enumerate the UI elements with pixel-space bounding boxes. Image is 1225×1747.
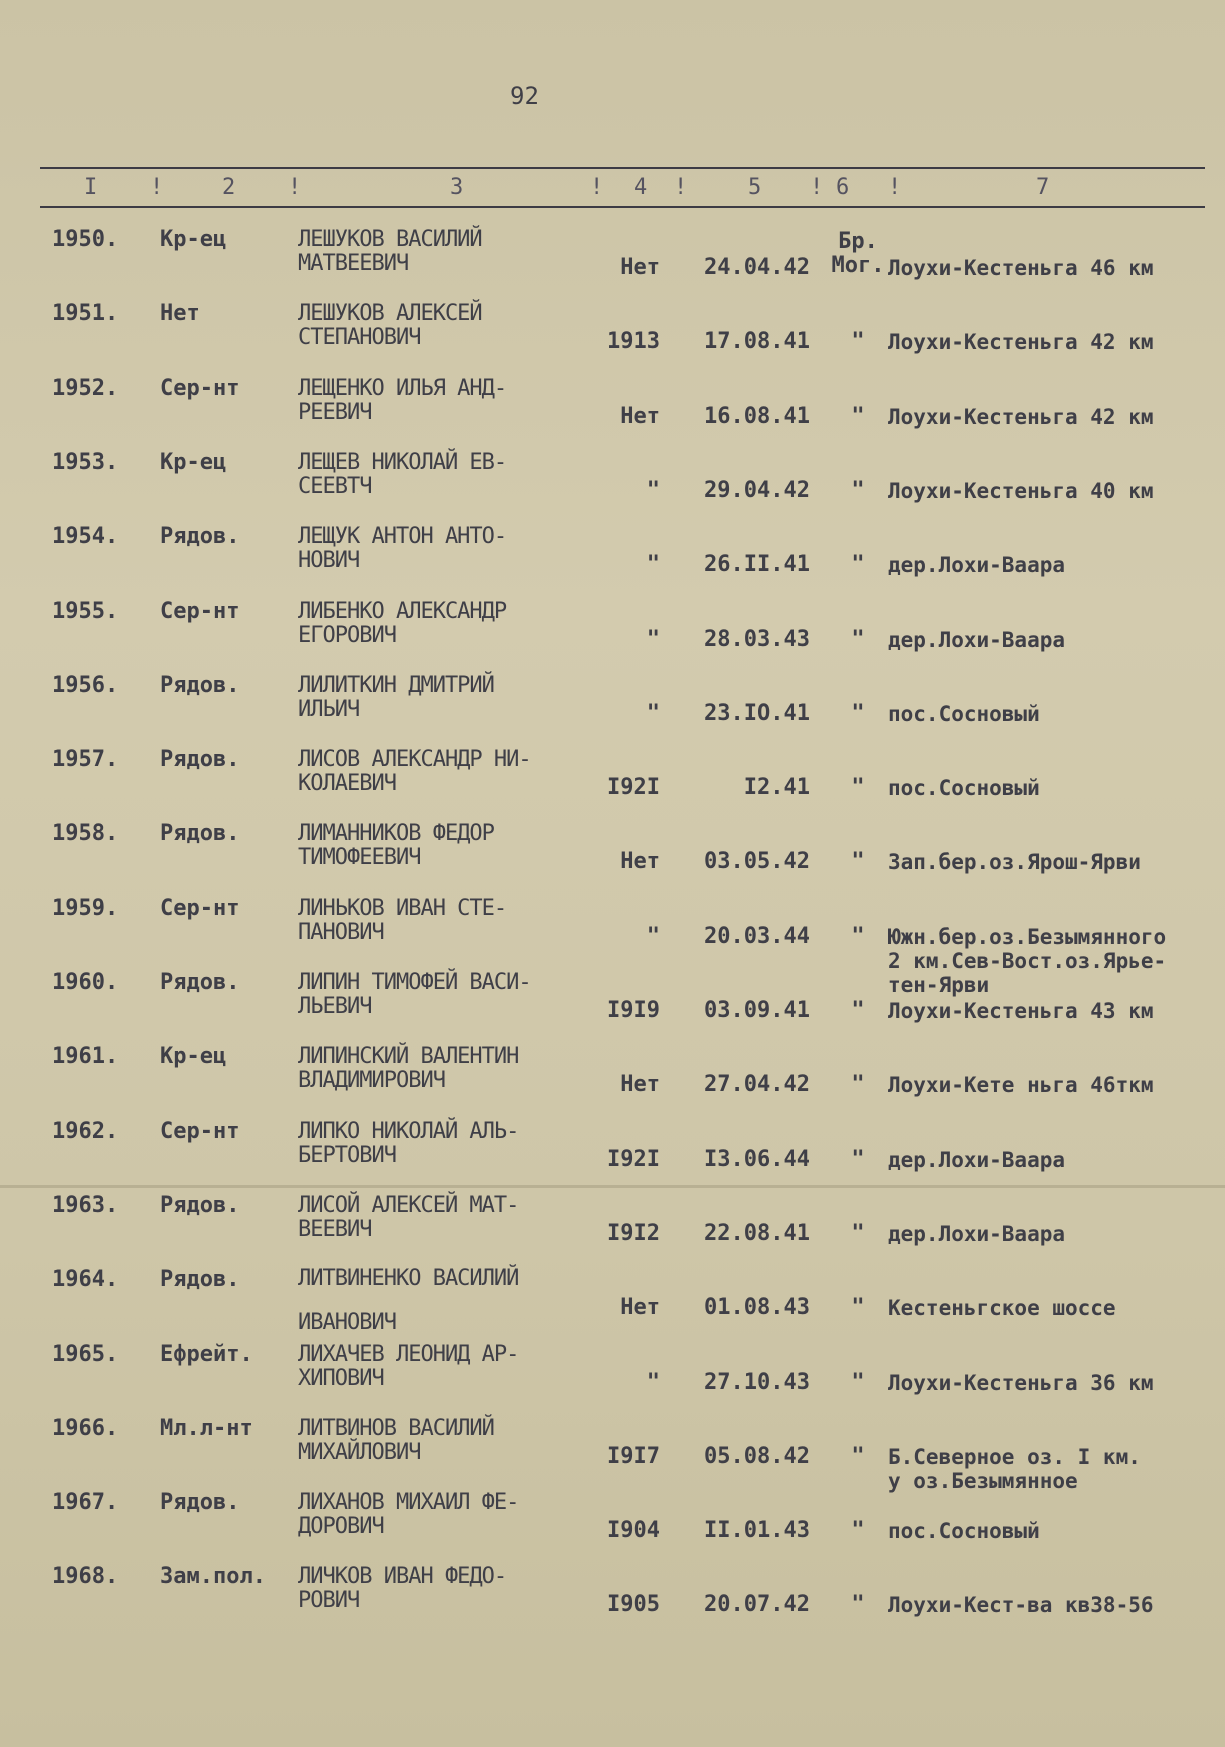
burial-place: Лоухи-Кестеньга 43 км	[888, 999, 1154, 1023]
death-date: 26.II.41	[704, 552, 810, 577]
birth-year: Нет	[620, 849, 660, 874]
full-name: ЛЕЩУК АНТОН АНТО- НОВИЧ	[298, 524, 507, 573]
military-rank: Рядов.	[160, 821, 240, 846]
military-rank: Кр-ец	[160, 227, 227, 252]
death-date: 23.IO.41	[704, 701, 810, 726]
record-number: 1955.	[52, 599, 119, 624]
table-row	[0, 1045, 1225, 1115]
full-name: ЛЕШУКОВ АЛЕКСЕЙ СТЕПАНОВИЧ	[298, 301, 482, 350]
header-col-4: 4	[634, 175, 648, 200]
burial-type: "	[851, 775, 865, 800]
record-number: 1957.	[52, 747, 119, 772]
burial-type: "	[851, 627, 865, 652]
burial-place: Лоухи-Кест-ва кв38-56	[888, 1593, 1154, 1617]
full-name: ЛИПИН ТИМОФЕЙ ВАСИ- ЛЬЕВИЧ	[298, 970, 531, 1019]
table-row	[0, 822, 1225, 892]
burial-type: "	[851, 1221, 865, 1246]
burial-place: пос.Сосновый	[888, 1519, 1040, 1543]
birth-year: Нет	[620, 404, 660, 429]
burial-place: Лоухи-Кете ньга 46ткм	[888, 1073, 1154, 1097]
death-date: 24.04.42	[704, 255, 810, 280]
birth-year: Нет	[620, 255, 660, 280]
burial-place: Южн.бер.оз.Безымянного 2 км.Сев-Вост.оз.Ярье- тен-Ярви	[888, 925, 1167, 997]
record-number: 1967.	[52, 1490, 119, 1515]
header-col-2: 2	[222, 175, 236, 200]
full-name: ЛИХАЧЕВ ЛЕОНИД АР- ХИПОВИЧ	[298, 1342, 519, 1391]
military-rank: Рядов.	[160, 747, 240, 772]
burial-type: "	[851, 552, 865, 577]
full-name: ЛИТВИНЕНКО ВАСИЛИЙ ИВАНОВИЧ	[298, 1266, 519, 1335]
military-rank: Рядов.	[160, 673, 240, 698]
burial-type: "	[851, 1592, 865, 1617]
birth-year: I9I9	[607, 998, 660, 1023]
record-number: 1951.	[52, 301, 119, 326]
record-number: 1968.	[52, 1564, 119, 1589]
burial-type: "	[851, 1444, 865, 1469]
header-separator: !	[674, 175, 688, 200]
full-name: ЛИПКО НИКОЛАЙ АЛЬ- БЕРТОВИЧ	[298, 1119, 519, 1168]
table-row	[0, 1565, 1225, 1635]
birth-year: "	[646, 701, 660, 726]
military-rank: Зам.пол.	[160, 1564, 266, 1589]
table-row	[0, 377, 1225, 447]
full-name: ЛИХАНОВ МИХАИЛ ФЕ- ДОРОВИЧ	[298, 1490, 519, 1539]
death-date: 03.09.41	[704, 998, 810, 1023]
record-number: 1963.	[52, 1193, 119, 1218]
full-name: ЛЕЩЕНКО ИЛЬЯ АНД- РЕЕВИЧ	[298, 376, 507, 425]
burial-place: пос.Сосновый	[888, 702, 1040, 726]
death-date: 27.10.43	[704, 1370, 810, 1395]
table-row	[0, 451, 1225, 521]
full-name: ЛЕЩЕВ НИКОЛАЙ ЕВ- СЕЕВТЧ	[298, 450, 507, 499]
table-row	[0, 600, 1225, 670]
burial-place: дер.Лохи-Ваара	[888, 628, 1066, 652]
military-rank: Рядов.	[160, 970, 240, 995]
military-rank: Сер-нт	[160, 376, 240, 401]
record-number: 1961.	[52, 1044, 119, 1069]
table-row	[0, 1120, 1225, 1190]
death-date: 28.03.43	[704, 627, 810, 652]
burial-type: "	[851, 849, 865, 874]
header-col-6: 6	[836, 175, 850, 200]
record-number: 1956.	[52, 673, 119, 698]
birth-year: Нет	[620, 1295, 660, 1320]
birth-year: "	[646, 627, 660, 652]
burial-type: "	[851, 1518, 865, 1543]
birth-year: I904	[607, 1518, 660, 1543]
record-number: 1964.	[52, 1267, 119, 1292]
birth-year: "	[646, 552, 660, 577]
record-number: 1962.	[52, 1119, 119, 1144]
full-name: ЛИМАННИКОВ ФЕДОР ТИМОФЕЕВИЧ	[298, 821, 494, 870]
burial-place: Лоухи-Кестеньга 42 км	[888, 405, 1154, 429]
birth-year: I92I	[607, 775, 660, 800]
table-row	[0, 1491, 1225, 1561]
table-header	[0, 175, 1225, 205]
full-name: ЛИЛИТКИН ДМИТРИЙ ИЛЬИЧ	[298, 673, 494, 722]
military-rank: Нет	[160, 301, 200, 326]
record-number: 1959.	[52, 896, 119, 921]
burial-type: "	[851, 998, 865, 1023]
birth-year: I9I7	[607, 1444, 660, 1469]
military-rank: Рядов.	[160, 524, 240, 549]
military-rank: Рядов.	[160, 1193, 240, 1218]
header-col-3: 3	[450, 175, 464, 200]
header-col-1: I	[84, 175, 98, 200]
page-number: 92	[510, 82, 539, 110]
death-date: 01.08.43	[704, 1295, 810, 1320]
military-rank: Сер-нт	[160, 1119, 240, 1144]
death-date: 03.05.42	[704, 849, 810, 874]
table-row	[0, 674, 1225, 744]
header-top-rule	[40, 167, 1205, 169]
burial-place: Б.Северное оз. I км. у оз.Безымянное	[888, 1445, 1141, 1493]
burial-place: Лоухи-Кестеньга 40 км	[888, 479, 1154, 503]
death-date: 29.04.42	[704, 478, 810, 503]
full-name: ЛИСОВ АЛЕКСАНДР НИ- КОЛАЕВИЧ	[298, 747, 531, 796]
burial-place: Лоухи-Кестеньга 42 км	[888, 330, 1154, 354]
record-number: 1960.	[52, 970, 119, 995]
burial-place: дер.Лохи-Ваара	[888, 1148, 1066, 1172]
birth-year: 1913	[607, 329, 660, 354]
full-name: ЛИПИНСКИЙ ВАЛЕНТИН ВЛАДИМИРОВИЧ	[298, 1044, 519, 1093]
military-rank: Кр-ец	[160, 1044, 227, 1069]
table-row	[0, 971, 1225, 1041]
birth-year: "	[646, 924, 660, 949]
death-date: 16.08.41	[704, 404, 810, 429]
record-number: 1953.	[52, 450, 119, 475]
burial-type: "	[851, 329, 865, 354]
full-name: ЛИЧКОВ ИВАН ФЕДО- РОВИЧ	[298, 1564, 507, 1613]
birth-year: I9I2	[607, 1221, 660, 1246]
header-separator: !	[810, 175, 824, 200]
table-row	[0, 1194, 1225, 1264]
death-date: 22.08.41	[704, 1221, 810, 1246]
table-row	[0, 228, 1225, 298]
death-date: II.01.43	[704, 1518, 810, 1543]
header-separator: !	[288, 175, 302, 200]
military-rank: Кр-ец	[160, 450, 227, 475]
header-separator: !	[888, 175, 902, 200]
burial-type: "	[851, 1295, 865, 1320]
burial-type: "	[851, 1147, 865, 1172]
death-date: 05.08.42	[704, 1444, 810, 1469]
burial-place: дер.Лохи-Ваара	[888, 1222, 1066, 1246]
record-number: 1965.	[52, 1342, 119, 1367]
death-date: 27.04.42	[704, 1072, 810, 1097]
military-rank: Рядов.	[160, 1490, 240, 1515]
military-rank: Сер-нт	[160, 896, 240, 921]
burial-type: "	[851, 1072, 865, 1097]
burial-type: Бр. Мог.	[831, 229, 885, 278]
burial-type: "	[851, 1370, 865, 1395]
death-date: 20.07.42	[704, 1592, 810, 1617]
death-date: I3.06.44	[704, 1147, 810, 1172]
burial-place: Кестеньгское шоссе	[888, 1296, 1116, 1320]
record-number: 1958.	[52, 821, 119, 846]
header-col-7: 7	[1036, 175, 1050, 200]
death-date: I2.41	[743, 775, 810, 800]
table-row	[0, 748, 1225, 818]
record-number: 1954.	[52, 524, 119, 549]
burial-place: пос.Сосновый	[888, 776, 1040, 800]
burial-type: "	[851, 404, 865, 429]
header-separator: !	[150, 175, 164, 200]
birth-year: Нет	[620, 1072, 660, 1097]
burial-place: дер.Лохи-Ваара	[888, 553, 1066, 577]
burial-type: "	[851, 478, 865, 503]
header-bottom-rule	[40, 206, 1205, 208]
birth-year: "	[646, 1370, 660, 1395]
table-row	[0, 1343, 1225, 1413]
burial-type: "	[851, 924, 865, 949]
record-number: 1950.	[52, 227, 119, 252]
record-number: 1966.	[52, 1416, 119, 1441]
header-col-5: 5	[748, 175, 762, 200]
military-rank: Мл.л-нт	[160, 1416, 253, 1441]
burial-place: Лоухи-Кестеньга 36 км	[888, 1371, 1154, 1395]
record-number: 1952.	[52, 376, 119, 401]
table-row	[0, 1268, 1225, 1338]
birth-year: I92I	[607, 1147, 660, 1172]
burial-type: "	[851, 701, 865, 726]
table-row	[0, 302, 1225, 372]
full-name: ЛИНЬКОВ ИВАН СТЕ- ПАНОВИЧ	[298, 896, 507, 945]
military-rank: Сер-нт	[160, 599, 240, 624]
burial-place: Зап.бер.оз.Ярош-Ярви	[888, 850, 1141, 874]
military-rank: Рядов.	[160, 1267, 240, 1292]
full-name: ЛИБЕНКО АЛЕКСАНДР ЕГОРОВИЧ	[298, 599, 507, 648]
table-row	[0, 525, 1225, 595]
full-name: ЛИСОЙ АЛЕКСЕЙ МАТ- ВЕЕВИЧ	[298, 1193, 519, 1242]
death-date: 20.03.44	[704, 924, 810, 949]
burial-place: Лоухи-Кестеньга 46 км	[888, 256, 1154, 280]
military-rank: Ефрейт.	[160, 1342, 253, 1367]
birth-year: I905	[607, 1592, 660, 1617]
header-separator: !	[590, 175, 604, 200]
full-name: ЛЕШУКОВ ВАСИЛИЙ МАТВЕЕВИЧ	[298, 227, 482, 276]
full-name: ЛИТВИНОВ ВАСИЛИЙ МИХАЙЛОВИЧ	[298, 1416, 494, 1465]
death-date: 17.08.41	[704, 329, 810, 354]
birth-year: "	[646, 478, 660, 503]
table-row	[0, 1416, 1225, 1493]
